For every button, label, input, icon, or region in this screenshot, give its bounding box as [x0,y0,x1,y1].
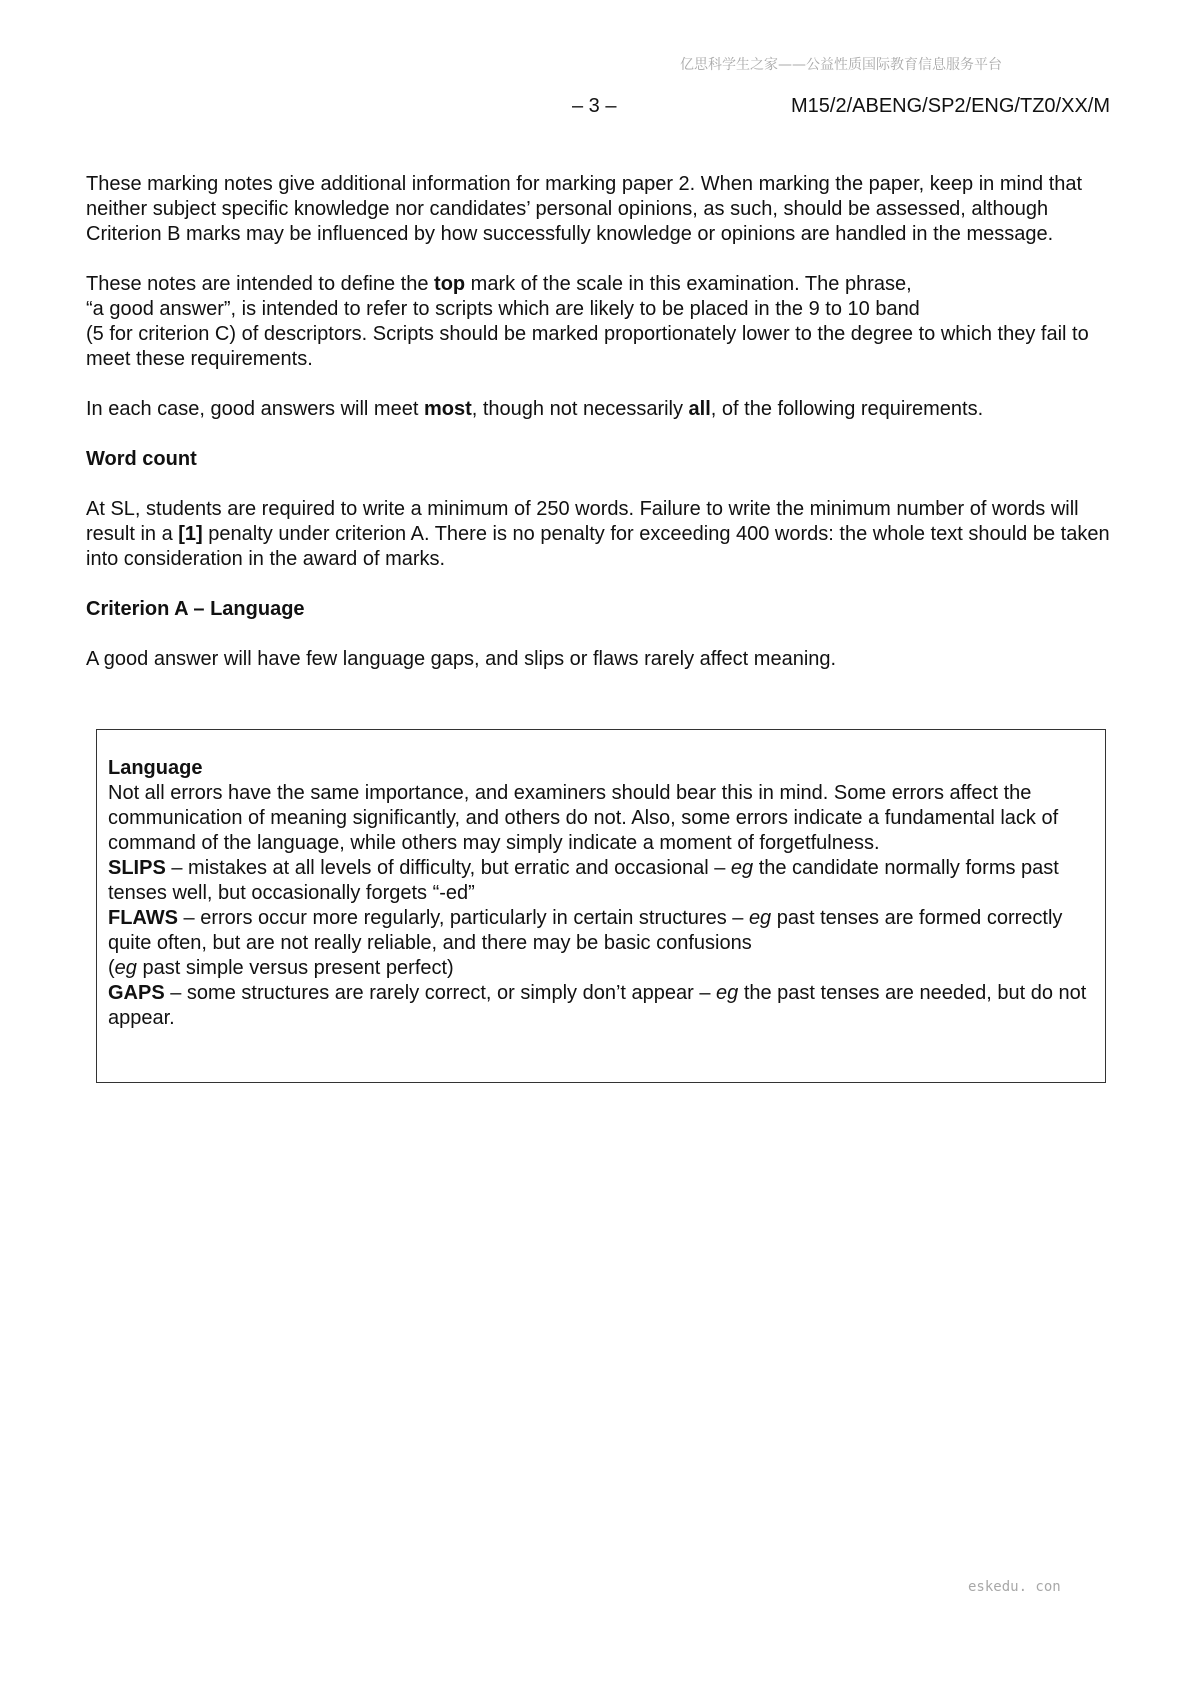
slips-entry: SLIPS – mistakes at all levels of difficulty, but erratic and occasional – eg the candidate normally forms past tenses well, but occasionally forgets “-ed” [108,857,1059,904]
gaps-label: GAPS [108,982,165,1004]
word-count-paragraph [86,497,1111,572]
intro-p2-text-a: These notes are intended to define the [86,273,435,295]
intro-p3-bold-all: all [688,398,711,420]
word-count-text-a: At SL, students are required to write a minimum of 250 words. Failure to write the minimum number of words will result in a [86,498,1079,545]
intro-p3-bold-most: most [423,398,472,420]
word-count-penalty-mark: [1] [178,523,203,545]
intro-p2-line-2: “a good answer”, is intended to refer to scripts which are likely to be placed in the 9 to 10 band [86,298,920,320]
intro-paragraph-1: These marking notes give additional information for marking paper 2. When marking the paper, keep in mind that neither subject specific knowledge nor candidates’ personal opinions, as such, should be assessed, although Criterion B marks may be influenced by how successfully knowledge or opinions are handled in the message. [86,173,1083,245]
document-code: M15/2/ABENG/SP2/ENG/TZ0/XX/M [791,95,1110,117]
intro-p2-text-b: mark of the scale in this examination. The phrase, [465,273,912,295]
intro-paragraph-2 [86,272,1111,372]
language-box-intro: Not all errors have the same importance, and examiners should bear this in mind. Some errors affect the communication of meaning significantly, and others do not. Also, some errors indicate a fundamental lack of command of the language, while others may simply indicate a moment of forgetfulness. [108,782,1059,854]
page-number: – 3 – [572,95,617,117]
word-count-heading: Word count [86,448,197,470]
slips-label: SLIPS [108,857,166,879]
intro-p3-text-c: , of the following requirements. [710,398,984,420]
main-content [86,172,1111,697]
intro-p2-line-3: (5 for criterion C) of descriptors. Scripts should be marked proportionately lower to the degree to which they fail to meet these requirements. [86,323,1089,370]
language-box [96,729,1106,1083]
intro-paragraph-3 [86,397,1111,422]
intro-p2-bold-top: top [434,273,466,295]
criterion-a-paragraph: A good answer will have few language gaps, and slips or flaws rarely affect meaning. [86,648,837,670]
criterion-a-heading: Criterion A – Language [86,598,305,620]
intro-p3-text-a: In each case, good answers will meet [86,398,424,420]
word-count-text-b: penalty under criterion A. There is no penalty for exceeding 400 words: the whole text should be taken into consideration in the award of marks. [86,523,1110,570]
header-watermark: 亿思科学生之家——公益性质国际教育信息服务平台 [680,57,1002,73]
flaws-label: FLAWS [108,907,178,929]
flaws-entry: FLAWS – errors occur more regularly, particularly in certain structures – eg past tenses are formed correctly quite often, but are not really reliable, and there may be basic confusions (eg past simple versus present perfect) [108,907,1063,979]
language-box-heading: Language [108,757,203,779]
gaps-entry: GAPS – some structures are rarely correct, or simply don’t appear – eg the past tenses are needed, but do not appear. [108,982,1087,1029]
intro-p3-text-b: , though not necessarily [471,398,689,420]
footer-watermark: eskedu. con [968,1579,1061,1595]
